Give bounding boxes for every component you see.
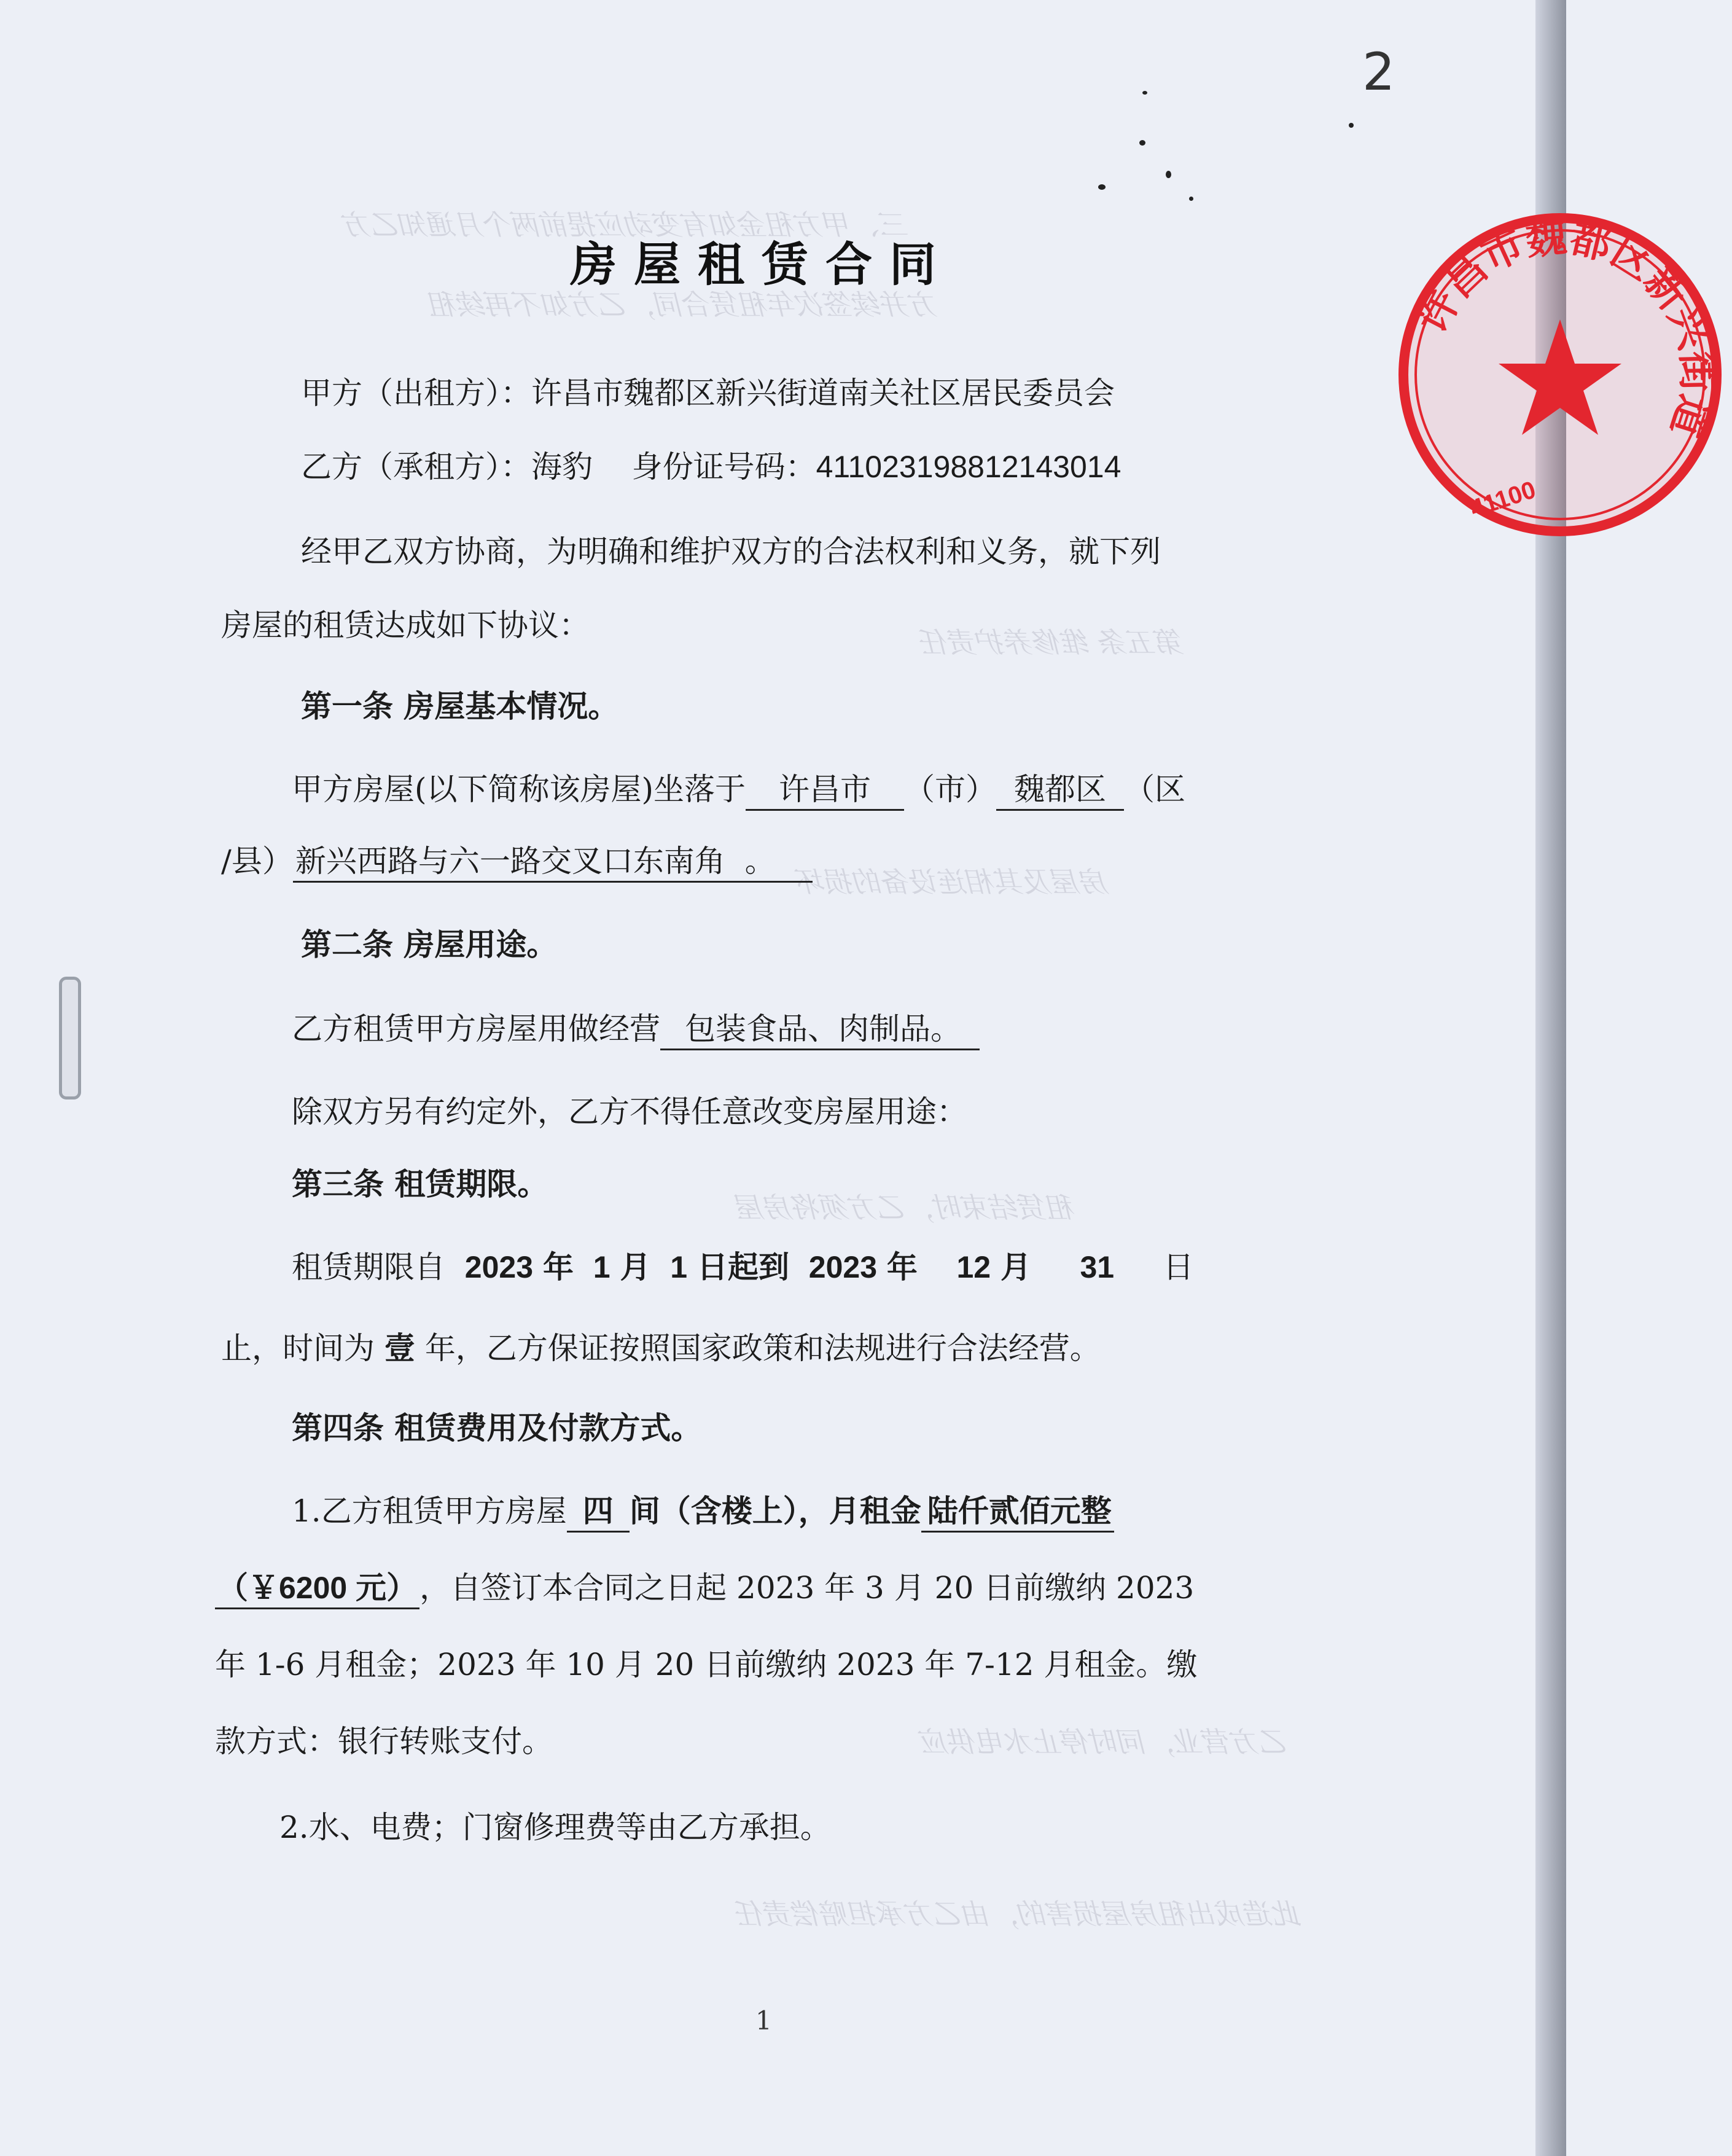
- handwritten-page-mark: 2: [1362, 42, 1395, 102]
- article-4-heading: 第四条 租赁费用及付款方式。: [292, 1410, 702, 1446]
- city-suffix: （市）: [904, 771, 997, 807]
- month-unit: 月: [1001, 1249, 1032, 1285]
- article-1-heading: 第一条 房屋基本情况。: [301, 688, 619, 724]
- party-a-label: 甲方（出租方）：: [301, 375, 531, 411]
- end-year: 2023: [808, 1250, 877, 1284]
- scan-speck: [1098, 184, 1106, 190]
- rent-amount: （￥6200 元）: [215, 1563, 419, 1609]
- party-b-line: [301, 442, 1121, 486]
- party-b-name: 海豹: [531, 449, 593, 485]
- id-label: 身份证号码：: [631, 449, 816, 485]
- seal-text: 许昌市魏都区新兴街道: [1408, 213, 1721, 443]
- rent-text: 1.乙方租赁甲方房屋: [292, 1493, 567, 1529]
- bleed-through-text: 乙方营业，同时停止水电供应: [921, 1725, 1289, 1759]
- bleed-through-text: 方并续签次年租赁合同，乙方如不再续租: [430, 288, 938, 321]
- id-number: 411023198812143014: [816, 450, 1122, 484]
- article-4-rent-line-1: [292, 1486, 1114, 1533]
- party-a-name: 许昌市魏都区新兴街道南关社区居民委员会: [531, 375, 1115, 411]
- usage-value: 包装食品、肉制品。: [660, 1004, 980, 1050]
- start-month: 1: [593, 1250, 610, 1284]
- article-3-heading: 第三条 租赁期限。: [292, 1166, 548, 1202]
- address-period: 。: [744, 843, 776, 879]
- article-1-location: [292, 765, 1185, 811]
- city-value: 许昌市: [746, 765, 904, 811]
- county-suffix: /县）: [221, 843, 293, 879]
- scan-speck: [1349, 123, 1354, 128]
- article-2-restriction: 除双方另有约定外，乙方不得任意改变房屋用途：: [292, 1094, 967, 1130]
- end-month: 12: [956, 1250, 991, 1284]
- until-text: 日起到: [696, 1249, 789, 1285]
- end-day: 31: [1080, 1250, 1115, 1284]
- payment-schedule-1: ，自签订本合同之日起 2023 年 3 月 20 日前缴纳 2023: [419, 1570, 1195, 1606]
- seal-code: 41100: [1467, 476, 1539, 523]
- bleed-through-text: 房屋及其相连设备的损坏: [798, 865, 1109, 899]
- year-unit: 年: [886, 1249, 918, 1285]
- article-2-heading: 第二条 房屋用途。: [301, 926, 558, 963]
- term-text: 止，时间为: [221, 1330, 375, 1366]
- scan-speck: [1166, 171, 1171, 178]
- document-title: 房屋租赁合同: [570, 237, 953, 292]
- year-unit: 年: [542, 1249, 574, 1285]
- start-year: 2023: [464, 1250, 534, 1284]
- address-underline: [293, 837, 813, 883]
- scan-speck: [1139, 140, 1145, 146]
- article-3-term: [221, 1324, 1101, 1368]
- district-value: 魏都区: [996, 765, 1124, 811]
- start-day: 1: [670, 1250, 688, 1284]
- rent-words: 陆仟贰佰元整: [921, 1486, 1114, 1533]
- article-4-utilities: 2.水、电费；门窗修理费等由乙方承担。: [279, 1810, 831, 1845]
- address-value: 新兴西路与六一路交叉口东南角: [295, 843, 725, 879]
- scan-speck: [1142, 91, 1147, 95]
- bleed-through-text: 三、甲方租金如有变动应提前两个月通知乙方: [344, 208, 909, 241]
- bleed-through-text: 此造成出租房屋损害的，由乙方承担赔偿责任: [737, 1897, 1302, 1931]
- scan-speck: [1189, 197, 1193, 201]
- staple: [59, 977, 81, 1099]
- district-suffix: （区: [1124, 771, 1186, 807]
- bleed-through-text: 租赁结束时，乙方须将房屋: [737, 1191, 1076, 1224]
- day-unit: 日: [1163, 1249, 1194, 1285]
- intro-line-2: 房屋的租赁达成如下协议：: [221, 607, 590, 643]
- article-4-rent-line-3: 年 1-6 月租金；2023 年 10 月 20 日前缴纳 2023 年 7-12 月租金。缴: [215, 1647, 1198, 1682]
- article-1-address: [221, 837, 813, 883]
- period-text: 租赁期限自: [292, 1249, 445, 1285]
- rooms-suffix: 间（含楼上），月租金: [629, 1493, 921, 1529]
- month-unit: 月: [620, 1249, 651, 1285]
- party-a-line: [301, 369, 1115, 413]
- page-number: 1: [755, 2006, 772, 2036]
- intro-line-1: 经甲乙双方协商，为明确和维护双方的合法权利和义务，就下列: [301, 534, 1161, 569]
- party-b-label: 乙方（承租方）：: [301, 449, 531, 485]
- location-text: 甲方房屋(以下简称该房屋)坐落于: [292, 771, 746, 807]
- term-value: 壹: [384, 1330, 415, 1366]
- article-3-period: [292, 1243, 1194, 1287]
- bleed-through-text: 第五条 维修养护责任: [921, 626, 1185, 659]
- term-suffix: 年，乙方保证按照国家政策和法规进行合法经营。: [424, 1330, 1101, 1366]
- usage-text: 乙方租赁甲方房屋用做经营: [292, 1011, 660, 1047]
- article-4-rent-line-4: 款方式：银行转账支付。: [215, 1724, 553, 1759]
- article-4-rent-line-2: [215, 1563, 1194, 1609]
- official-red-seal: [1388, 203, 1732, 547]
- article-2-usage: [292, 1004, 980, 1050]
- rooms-value: 四: [567, 1486, 630, 1533]
